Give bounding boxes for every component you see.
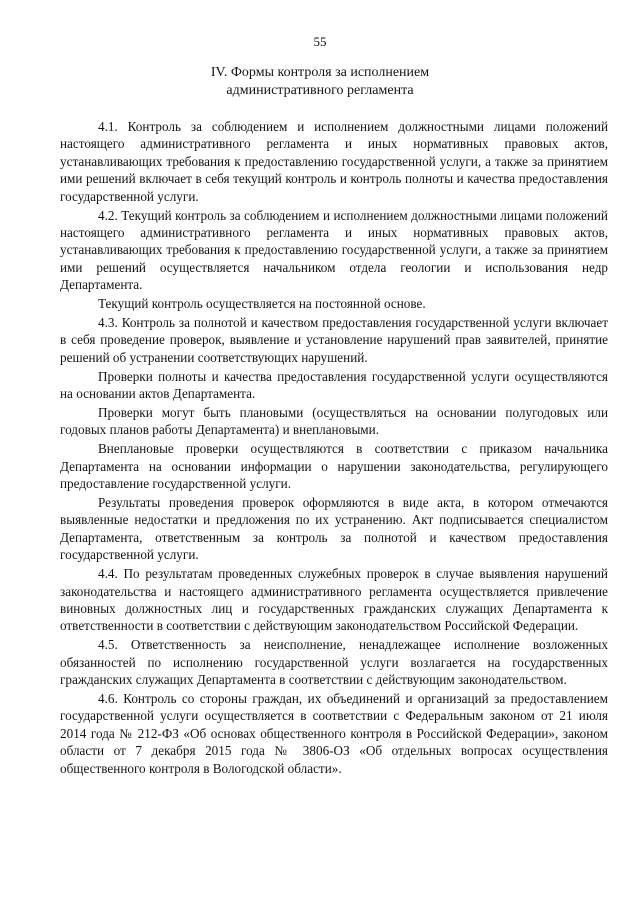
section-body — [60, 118, 608, 779]
paragraph-inspection-results: Результаты проведения проверок оформляются в виде акта, в котором отмечаются выявленные недостатки и предложения по их устранению. Акт подписывается специалистом Департамента, ответственным за контроль за полнотой и качеством предоставления государственной услуги. — [60, 495, 608, 563]
paragraph-4-6: 4.6. Контроль со стороны граждан, их объединений и организаций за предоставлением государственной услуги осуществляется в соответствии с Федеральным законом от 21 июля 2014 года № 212-ФЗ «Об основах общественного контроля в Российской Федерации», законом области от 7 декабря 2015 года № 3806-ОЗ «Об отдельных вопросах осуществления общественного контроля в Вологодской области». — [60, 691, 608, 776]
paragraph-current-control: Текущий контроль осуществляется на постоянной основе. — [98, 296, 426, 312]
paragraph-inspections-basis: Проверки полноты и качества предоставления государственной услуги осуществляются на основании актов Департамента. — [60, 368, 608, 402]
paragraph-4-5: 4.5. Ответственность за неисполнение, ненадлежащее исполнение возложенных обязанностей по исполнению государственной услуги возлагается на государственных гражданских служащих Департамента в соответствии с действующим законодательством. — [60, 637, 608, 688]
section-title-line-1: IV. Формы контроля за исполнением — [210, 65, 430, 80]
paragraph-4-1: 4.1. Контроль за соблюдением и исполнением должностными лицами положений настоящего административного регламента и иных нормативных правовых актов, устанавливающих требования к предоставлению государственной услуги, а также за принятием ими решений включает в себя текущий контроль и контроль полноты и качества предоставления государственной услуги. — [60, 119, 608, 204]
section-title-line-2: административного регламента — [226, 83, 414, 98]
paragraph-4-3: 4.3. Контроль за полнотой и качеством предоставления государственной услуги включает в себя проведение проверок, выявление и установление нарушений прав заявителей, принятие решений об устранении соответствующих нарушений. — [60, 314, 608, 365]
paragraph-inspection-types: Проверки могут быть плановыми (осуществляться на основании полугодовых или годовых планов работы Департамента) и внеплановыми. — [60, 405, 608, 438]
paragraph-unscheduled-inspections: Внеплановые проверки осуществляются в соответствии с приказом начальника Департамента на основании информации о нарушении законодательства, регулирующего предоставление государственной услуги. — [60, 441, 608, 492]
paragraph-4-2: 4.2. Текущий контроль за соблюдением и исполнением должностными лицами положений настоящего административного регламента и иных нормативных правовых актов, устанавливающих требования к предоставлению государственной услуги, а также за принятием ими решений осуществляется начальником отдела геологии и использования недр Департамента. — [60, 207, 608, 293]
section-title — [60, 64, 580, 100]
page-number: 55 — [313, 34, 327, 49]
paragraph-4-4: 4.4. По результатам проведенных служебных проверок в случае выявления нарушений законодательства и настоящего административного регламента осуществляется привлечение виновных должностных лиц и государственных гражданских служащих Департамента к ответственности в соответствии с действующим законодательством Российской Федерации. — [60, 566, 608, 634]
